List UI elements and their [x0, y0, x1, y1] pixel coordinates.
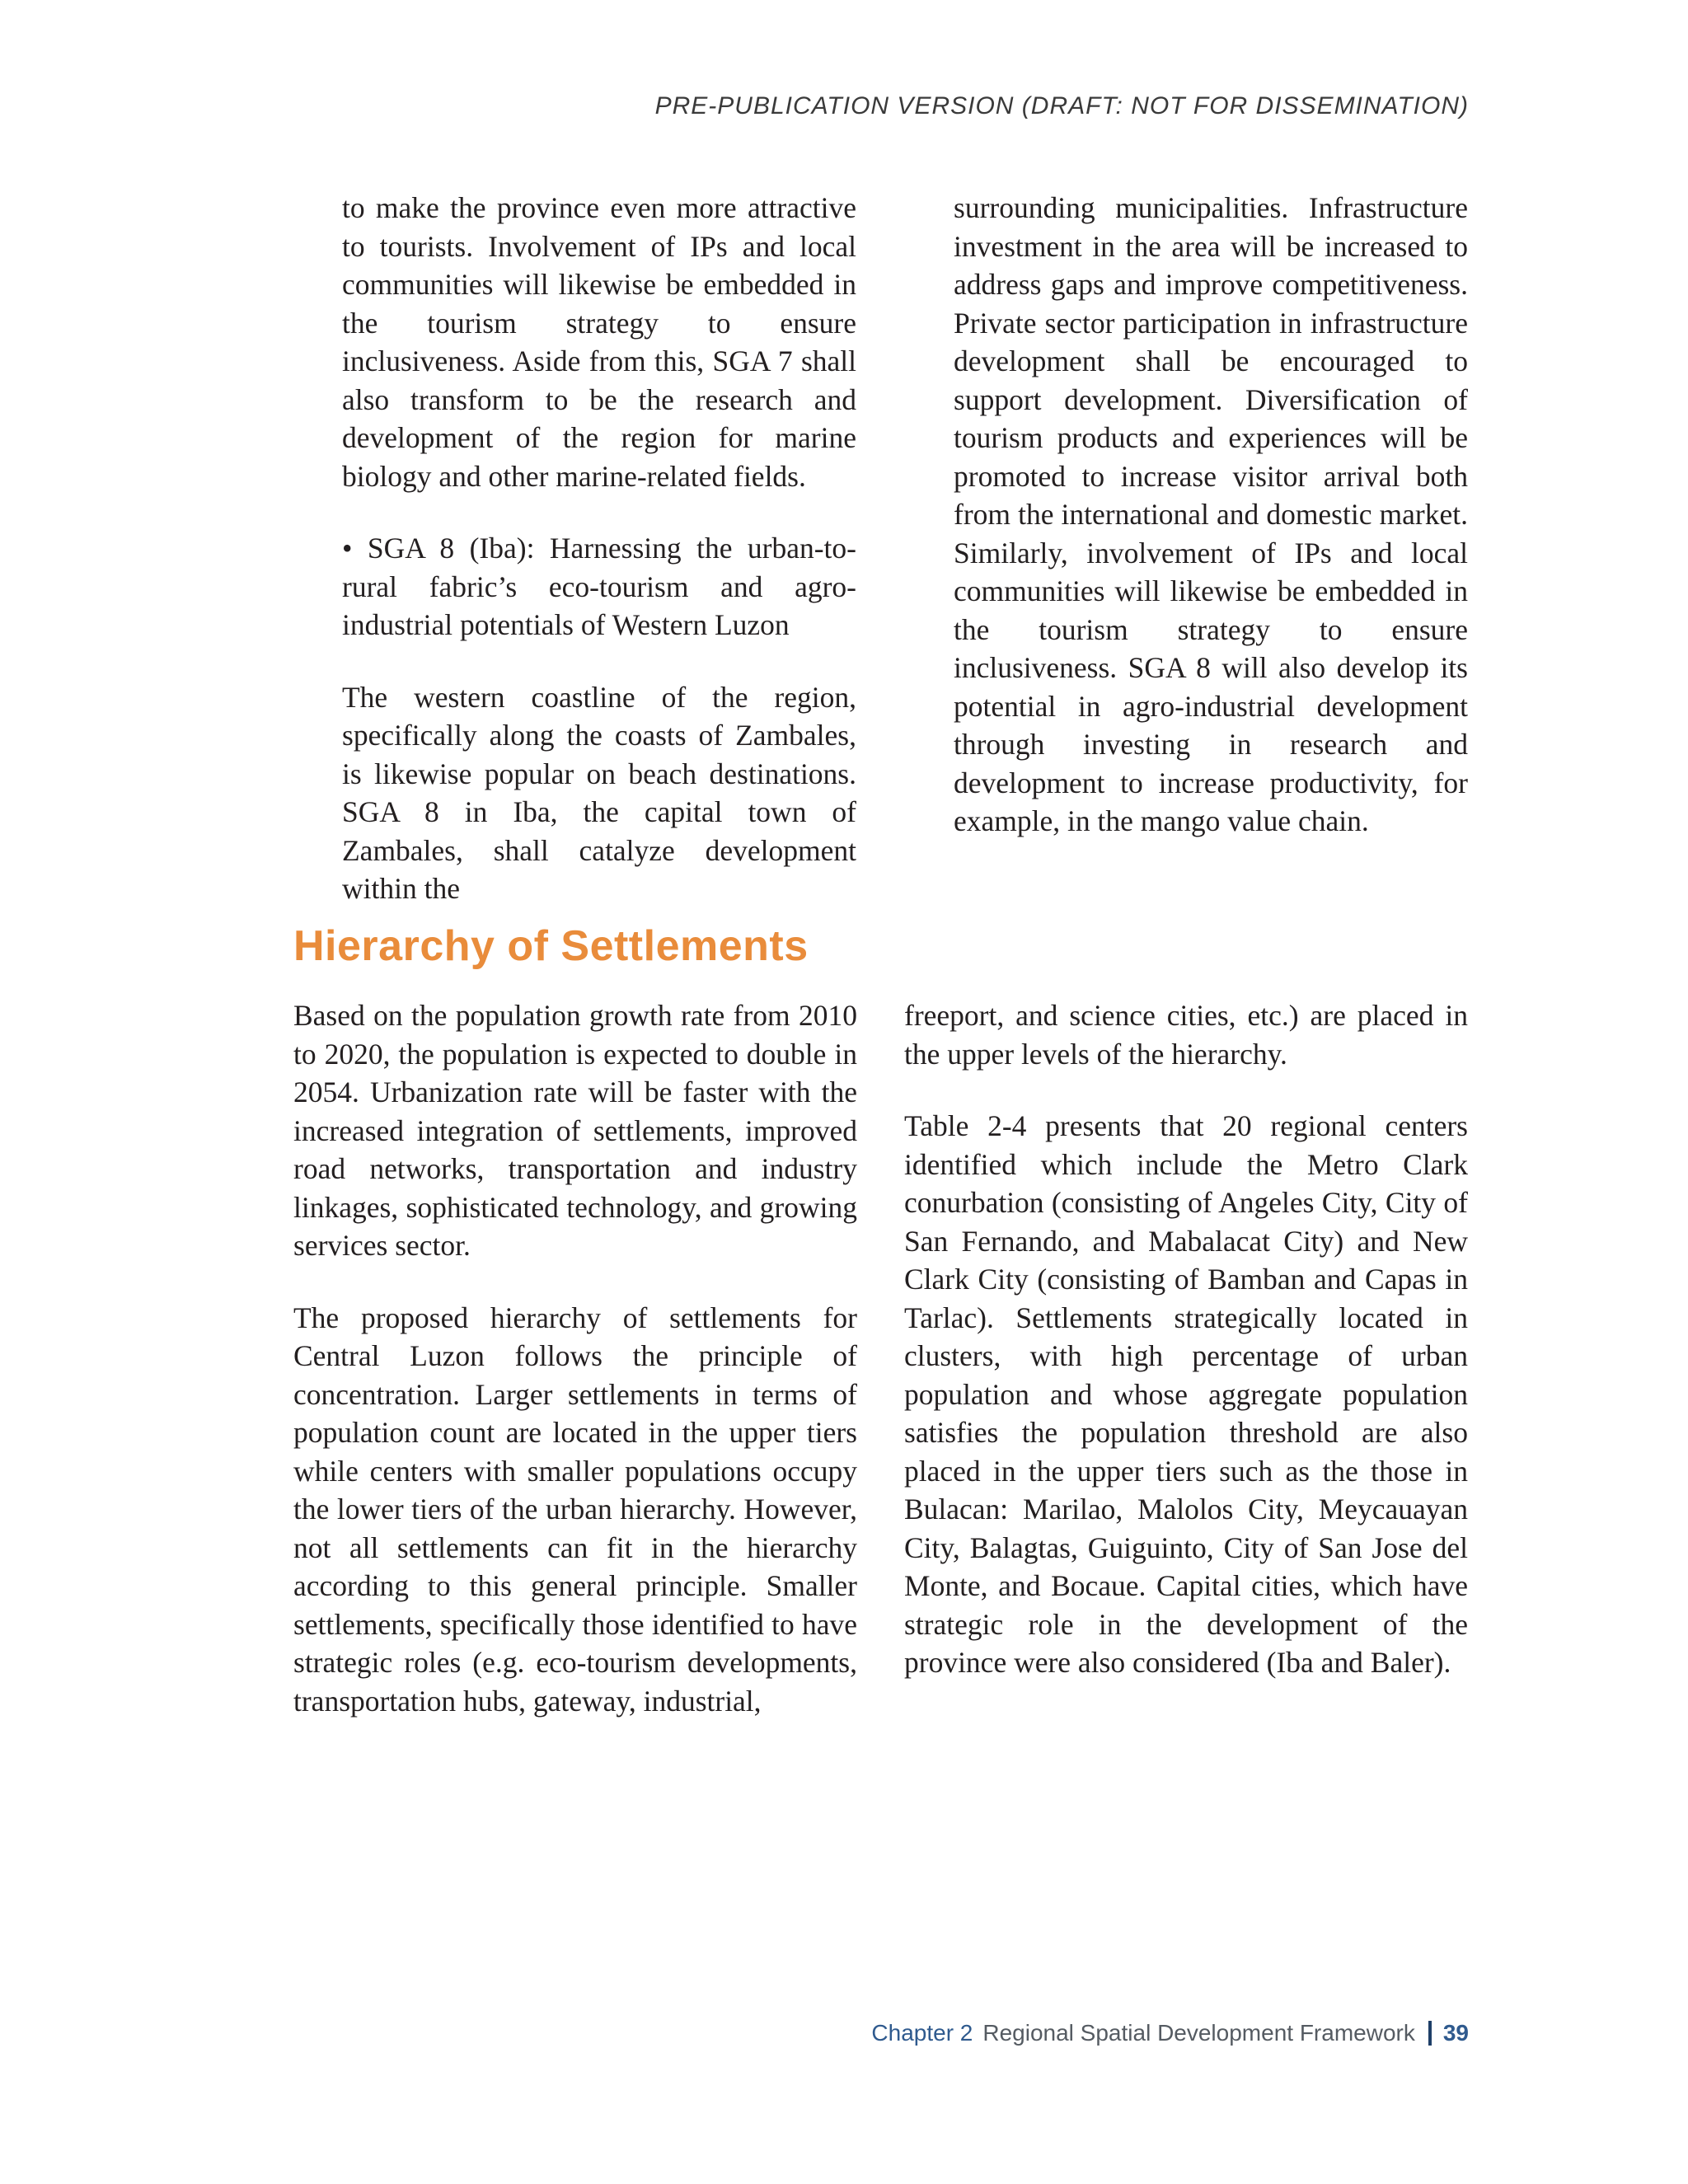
body-paragraph: The proposed hierarchy of settlements for Central Luzon follows the principle of concentration. Larger settlements in terms of population count are located in the upper tiers while centers with smaller populations occupy the lower tiers of the urban hierarchy. However, not all settlements can fit in the hierarchy according to this general principle. Smaller settlements, specifically those identified to have strategic roles (e.g. eco-tourism developments, transportation hubs, gateway, industrial,: [293, 1301, 857, 1718]
footer-divider: [1428, 2021, 1432, 2046]
bullet-item-sga-8: • SGA 8 (Iba): Harnessing the urban-to-rural fabric’s eco-tourism and agro-industrial potentials of Western Luzon: [342, 532, 856, 641]
body-paragraph: Table 2-4 presents that 20 regional centers identified which include the Metro Clark conurbation (consisting of Angeles City, City of San Fernando, and Mabalacat City) and New Clark City (consisting of Bamban and Capas in Tarlac). Settlements strategically located in clusters, with high percentage of urban population and whose aggregate population satisfies the population threshold are also placed in the upper tiers such as the those in Bulacan: Marilao, Malolos City, Meycauayan City, Balagtas, Guiguinto, City of San Jose del Monte, and Bocaue. Capital cities, which have strategic role in the development of the province were also considered (Iba and Baler).: [904, 1109, 1468, 1679]
bottom-left-column: [293, 996, 857, 1720]
running-header: PRE-PUBLICATION VERSION (DRAFT: NOT FOR DISSEMINATION): [654, 92, 1469, 120]
body-paragraph: freeport, and science cities, etc.) are placed in the upper levels of the hierarchy.: [904, 999, 1468, 1071]
body-paragraph: Based on the population growth rate from 2010 to 2020, the population is expected to double in 2054. Urbanization rate will be faster with the increased integration of settlements, improved road networks, transportation and industry linkages, sophisticated technology, and growing services sector.: [293, 999, 857, 1262]
page-footer: [871, 2020, 1469, 2046]
top-left-column: [342, 189, 856, 908]
top-right-column: [954, 189, 1468, 841]
body-paragraph: The western coastline of the region, specifically along the coasts of Zambales, is likewise popular on beach destinations. SGA 8 in Iba, the capital town of Zambales, shall catalyze development within the: [342, 680, 856, 905]
page-number: 39: [1442, 2020, 1469, 2046]
body-paragraph: surrounding municipalities. Infrastructure investment in the area will be increased to address gaps and improve competitiveness. Private sector participation in infrastructure development shall be encouraged to support development. Diversification of tourism products and experiences will be promoted to increase visitor arrival both from the international and domestic market. Similarly, involvement of IPs and local communities will likewise be embedded in the tourism strategy to ensure inclusiveness. SGA 8 will also develop its potential in agro-industrial development through investing in research and development to increase productivity, for example, in the mango value chain.: [954, 191, 1468, 837]
section-heading: Hierarchy of Settlements: [293, 922, 809, 970]
body-paragraph: to make the province even more attractive to tourists. Involvement of IPs and local communities will likewise be embedded in the tourism strategy to ensure inclusiveness. Aside from this, SGA 7 shall also transform to be the research and development of the region for marine biology and other marine-related fields.: [342, 191, 856, 493]
bottom-right-column: [904, 996, 1468, 1682]
footer-chapter-label: Chapter 2: [871, 2020, 973, 2046]
footer-chapter-title: Regional Spatial Development Framework: [982, 2020, 1415, 2046]
